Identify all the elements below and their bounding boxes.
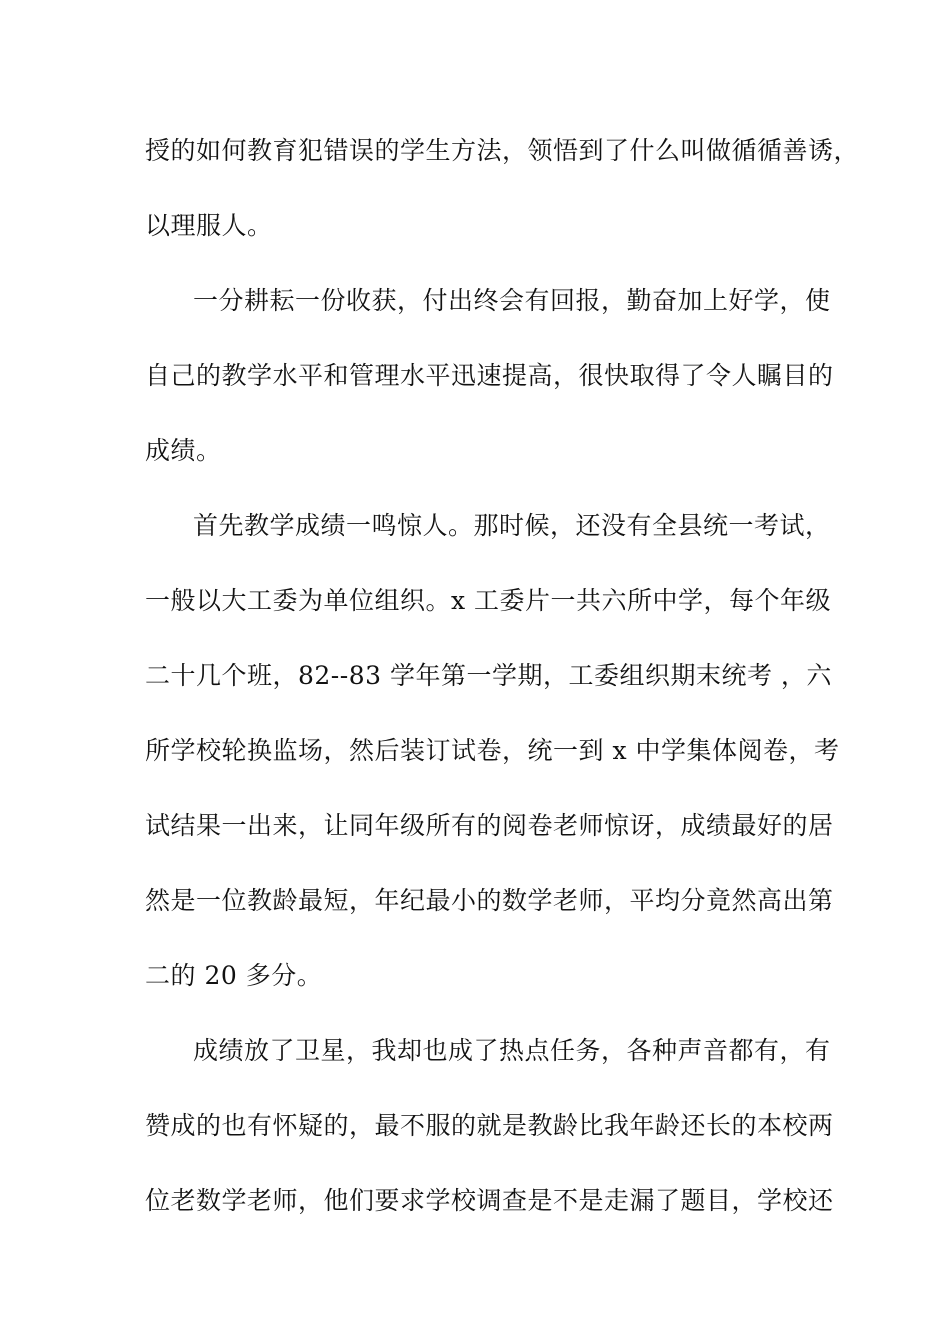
paragraph-start-line: 首先教学成绩一鸣惊人。那时候，还没有全县统一考试，: [193, 511, 831, 540]
text-line: 位老数学老师，他们要求学校调查是不是走漏了题目，学校还: [145, 1186, 834, 1215]
text-line: 以理服人。: [145, 211, 273, 240]
paragraph-start-line: 一分耕耘一份收获，付出终会有回报，勤奋加上好学，使: [193, 286, 831, 315]
text-line: 自己的教学水平和管理水平迅速提高，很快取得了令人瞩目的: [145, 361, 834, 390]
text-line: 赞成的也有怀疑的，最不服的就是教龄比我年龄还长的本校两: [145, 1111, 834, 1140]
text-line: 试结果一出来，让同年级所有的阅卷老师惊讶，成绩最好的居: [145, 811, 834, 840]
text-line: 然是一位教龄最短，年纪最小的数学老师，平均分竟然高出第: [145, 886, 834, 915]
text-line: 成绩。: [145, 436, 222, 465]
paragraph-start-line: 成绩放了卫星，我却也成了热点任务，各种声音都有，有: [193, 1036, 831, 1065]
text-line: 一般以大工委为单位组织。x 工委片一共六所中学，每个年级: [145, 586, 832, 615]
text-line: 二的 20 多分。: [145, 961, 323, 990]
text-line: 授的如何教育犯错误的学生方法，领悟到了什么叫做循循善诱，: [145, 136, 860, 165]
text-line: 所学校轮换监场，然后装订试卷，统一到 x 中学集体阅卷，考: [145, 736, 840, 765]
text-line: 二十几个班，82--83 学年第一学期，工委组织期末统考 ，六: [145, 661, 832, 690]
